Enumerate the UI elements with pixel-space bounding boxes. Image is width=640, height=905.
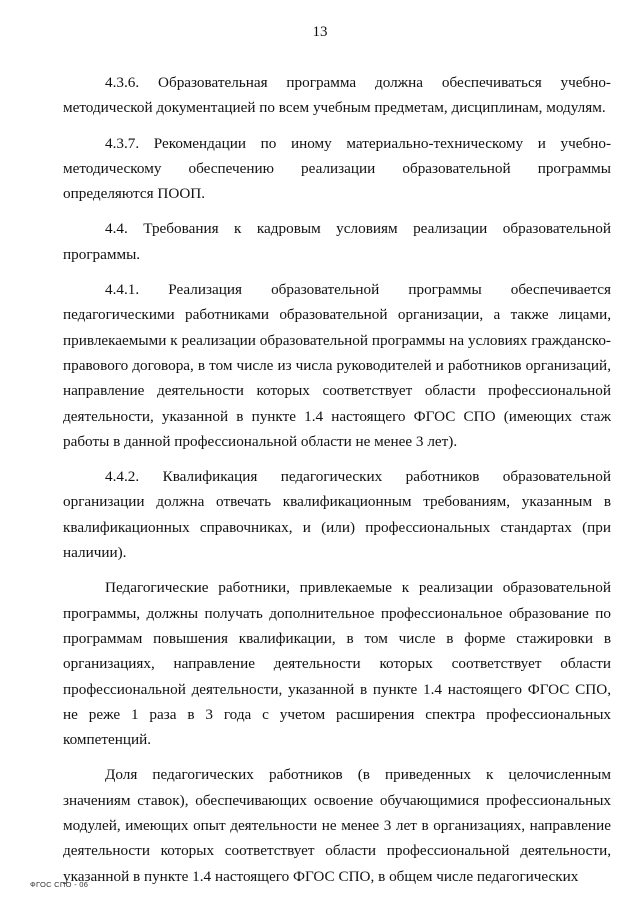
paragraph-4-3-6: 4.3.6. Образовательная программа должна обеспечиваться учебно-методической документацией по всем учебным предметам, дисциплинам, модулям. (63, 74, 611, 117)
paragraph-4-4-2: 4.4.2. Квалификация педагогических работников образовательной организации должна отвечать квалификационным требованиям, указанным в квалификационных справочниках, и (или) профессиональных стандартах (при наличии). (63, 468, 611, 562)
paragraph-4-4: 4.4. Требования к кадровым условиям реализации образовательной программы. (63, 220, 611, 263)
document-body (63, 70, 611, 897)
paragraph-teachers-training: Педагогические работники, привлекаемые к реализации образовательной программы, должны получать дополнительное профессиональное образование по программам повышения квалификации, в том числе в форме стажировки в организациях, направление деятельности которых соответствует области профессиональной деятельности, указанной в пункте 1.4 настоящего ФГОС СПО, не реже 1 раза в 3 года с учетом расширения спектра профессиональных компетенций. (63, 579, 611, 749)
paragraph-4-3-7: 4.3.7. Рекомендации по иному материально-техническому и учебно-методическому обеспечению реализации образовательной программы определяются ПООП. (63, 134, 611, 203)
paragraph-4-4-1: 4.4.1. Реализация образовательной программы обеспечивается педагогическими работниками образовательной организации, а также лицами, привлекаемыми к реализации образовательной программы на условиях гражданско-правового договора, в том числе из числа руководителей и работников организаций, направление деятельности которых соответствует области профессиональной деятельности, указанной в пункте 1.4 настоящего ФГОС СПО (имеющих стаж работы в данной профессиональной области не менее 3 лет). (63, 281, 611, 450)
paragraph-teachers-share: Доля педагогических работников (в приведенных к целочисленным значениям ставок), обеспечивающих освоение обучающимися профессиональных модулей, имеющих опыт деятельности не менее 3 лет в организациях, направление деятельности которых соответствует области профессиональной деятельности, указанной в пункте 1.4 настоящего ФГОС СПО, в общем числе педагогических (63, 766, 611, 885)
footer-label: ФГОС СПО - 06 (30, 880, 89, 889)
page-number: 13 (312, 24, 328, 40)
